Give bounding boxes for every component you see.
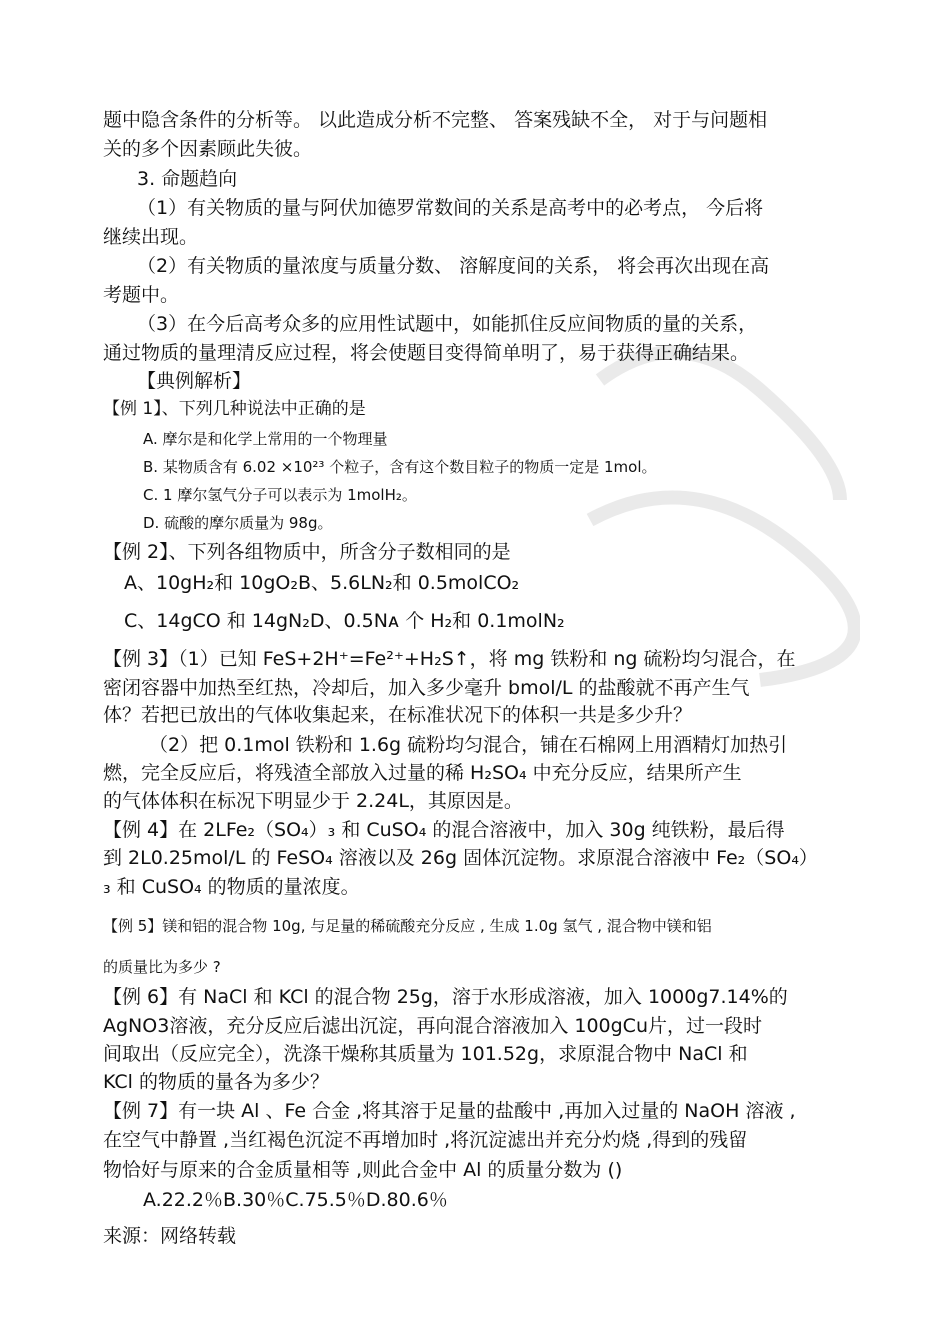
text-line-6: （2）有关物质的量浓度与质量分数、 溶解度间的关系， 将会再次出现在高 bbox=[137, 255, 770, 277]
example-6-line-4: KCl 的物质的量各为多少？ bbox=[103, 1071, 330, 1093]
example-6-line-3: 间取出（反应完全），洗涤干燥称其质量为 101.52g，求原混合物中 NaCl 和 bbox=[103, 1043, 748, 1065]
example-4-line-2: 到 2L0.25mol/L 的 FeSO₄ 溶液以及 26g 固体沉淀物。求原混合溶液中 Fe₂（SO₄） bbox=[103, 847, 818, 869]
text-line-5: 继续出现。 bbox=[103, 226, 199, 248]
text-line-9: 通过物质的量理清反应过程，将会使题目变得简单明了，易于获得正确结果。 bbox=[103, 342, 750, 364]
example-2-options-ab: A、10gH₂和 10gO₂B、5.6LN₂和 0.5molCO₂ bbox=[124, 572, 520, 594]
example-2-title: 【例 2】、下列各组物质中，所含分子数相同的是 bbox=[103, 541, 511, 563]
example-3-line-5: 燃，完全反应后，将残渣全部放入过量的稀 H₂SO₄ 中充分反应，结果所产生 bbox=[103, 762, 742, 784]
example-3-line-1: 【例 3】（1）已知 FeS+2H⁺=Fe²⁺+H₂S↑，将 mg 铁粉和 ng 硫粉均匀混合，在 bbox=[103, 648, 796, 670]
example-1-option-b: B. 某物质含有 6.02 ×10²³ 个粒子，含有这个数目粒子的物质一定是 1mol。 bbox=[143, 458, 657, 476]
text-line-4: （1）有关物质的量与阿伏加德罗常数间的关系是高考中的必考点， 今后将 bbox=[137, 197, 764, 219]
example-1-option-c: C. 1 摩尔氢气分子可以表示为 1molH₂。 bbox=[143, 486, 417, 504]
text-line-8: （3）在今后高考众多的应用性试题中，如能抓住反应间物质的量的关系， bbox=[137, 313, 758, 335]
section-heading-examples: 【典例解析】 bbox=[137, 370, 252, 392]
example-2-options-cd: C、14gCO 和 14gN₂D、0.5Nᴀ 个 H₂和 0.1molN₂ bbox=[124, 610, 565, 632]
section-heading-3: 3. 命题趋向 bbox=[137, 168, 238, 190]
example-7-options: A.22.2％B.30％C.75.5％D.80.6％ bbox=[143, 1189, 448, 1211]
source-note: 来源：网络转载 bbox=[103, 1225, 237, 1247]
example-7-line-1: 【例 7】有一块 Al 、Fe 合金 ,将其溶于足量的盐酸中 ,再加入过量的 NaOH 溶液 , bbox=[103, 1100, 796, 1122]
example-1-title: 【例 1】、下列几种说法中正确的是 bbox=[103, 399, 366, 419]
example-7-line-3: 物恰好与原来的合金质量相等 ,则此合金中 Al 的质量分数为 () bbox=[103, 1159, 623, 1181]
example-1-option-a: A. 摩尔是和化学上常用的一个物理量 bbox=[143, 430, 388, 448]
example-4-line-3: ₃ 和 CuSO₄ 的物质的量浓度。 bbox=[103, 876, 360, 898]
text-line-2: 关的多个因素顾此失彼。 bbox=[103, 138, 313, 160]
example-5-line-2: 的质量比为多少 ? bbox=[103, 958, 221, 976]
example-6-line-2: AgNO3溶液，充分反应后滤出沉淀，再向混合溶液加入 100gCu片，过一段时 bbox=[103, 1015, 762, 1037]
example-3-line-3: 体？若把已放出的气体收集起来，在标准状况下的体积一共是多少升？ bbox=[103, 704, 693, 726]
example-3-line-4: （2）把 0.1mol 铁粉和 1.6g 硫粉均匀混合，铺在石棉网上用酒精灯加热引 bbox=[149, 734, 788, 756]
example-6-line-1: 【例 6】有 NaCl 和 KCl 的混合物 25g，溶于水形成溶液，加入 1000g7.14%的 bbox=[103, 986, 788, 1008]
text-line-1: 题中隐含条件的分析等。 以此造成分析不完整、 答案残缺不全， 对于与问题相 bbox=[103, 109, 768, 131]
example-4-line-1: 【例 4】在 2LFe₂（SO₄）₃ 和 CuSO₄ 的混合溶液中，加入 30g 纯铁粉，最后得 bbox=[103, 819, 785, 841]
example-3-line-6: 的气体体积在标况下明显少于 2.24L，其原因是。 bbox=[103, 790, 523, 812]
text-line-7: 考题中。 bbox=[103, 284, 180, 306]
example-1-option-d: D. 硫酸的摩尔质量为 98g。 bbox=[143, 514, 333, 532]
example-3-line-2: 密闭容器中加热至红热，冷却后，加入多少毫升 bmol/L 的盐酸就不再产生气 bbox=[103, 677, 750, 699]
example-5-line-1: 【例 5】镁和铝的混合物 10g, 与足量的稀硫酸充分反应 , 生成 1.0g 氢气 , 混合物中镁和铝 bbox=[103, 917, 712, 935]
example-7-line-2: 在空气中静置 ,当红褐色沉淀不再增加时 ,将沉淀滤出并充分灼烧 ,得到的残留 bbox=[103, 1129, 748, 1151]
